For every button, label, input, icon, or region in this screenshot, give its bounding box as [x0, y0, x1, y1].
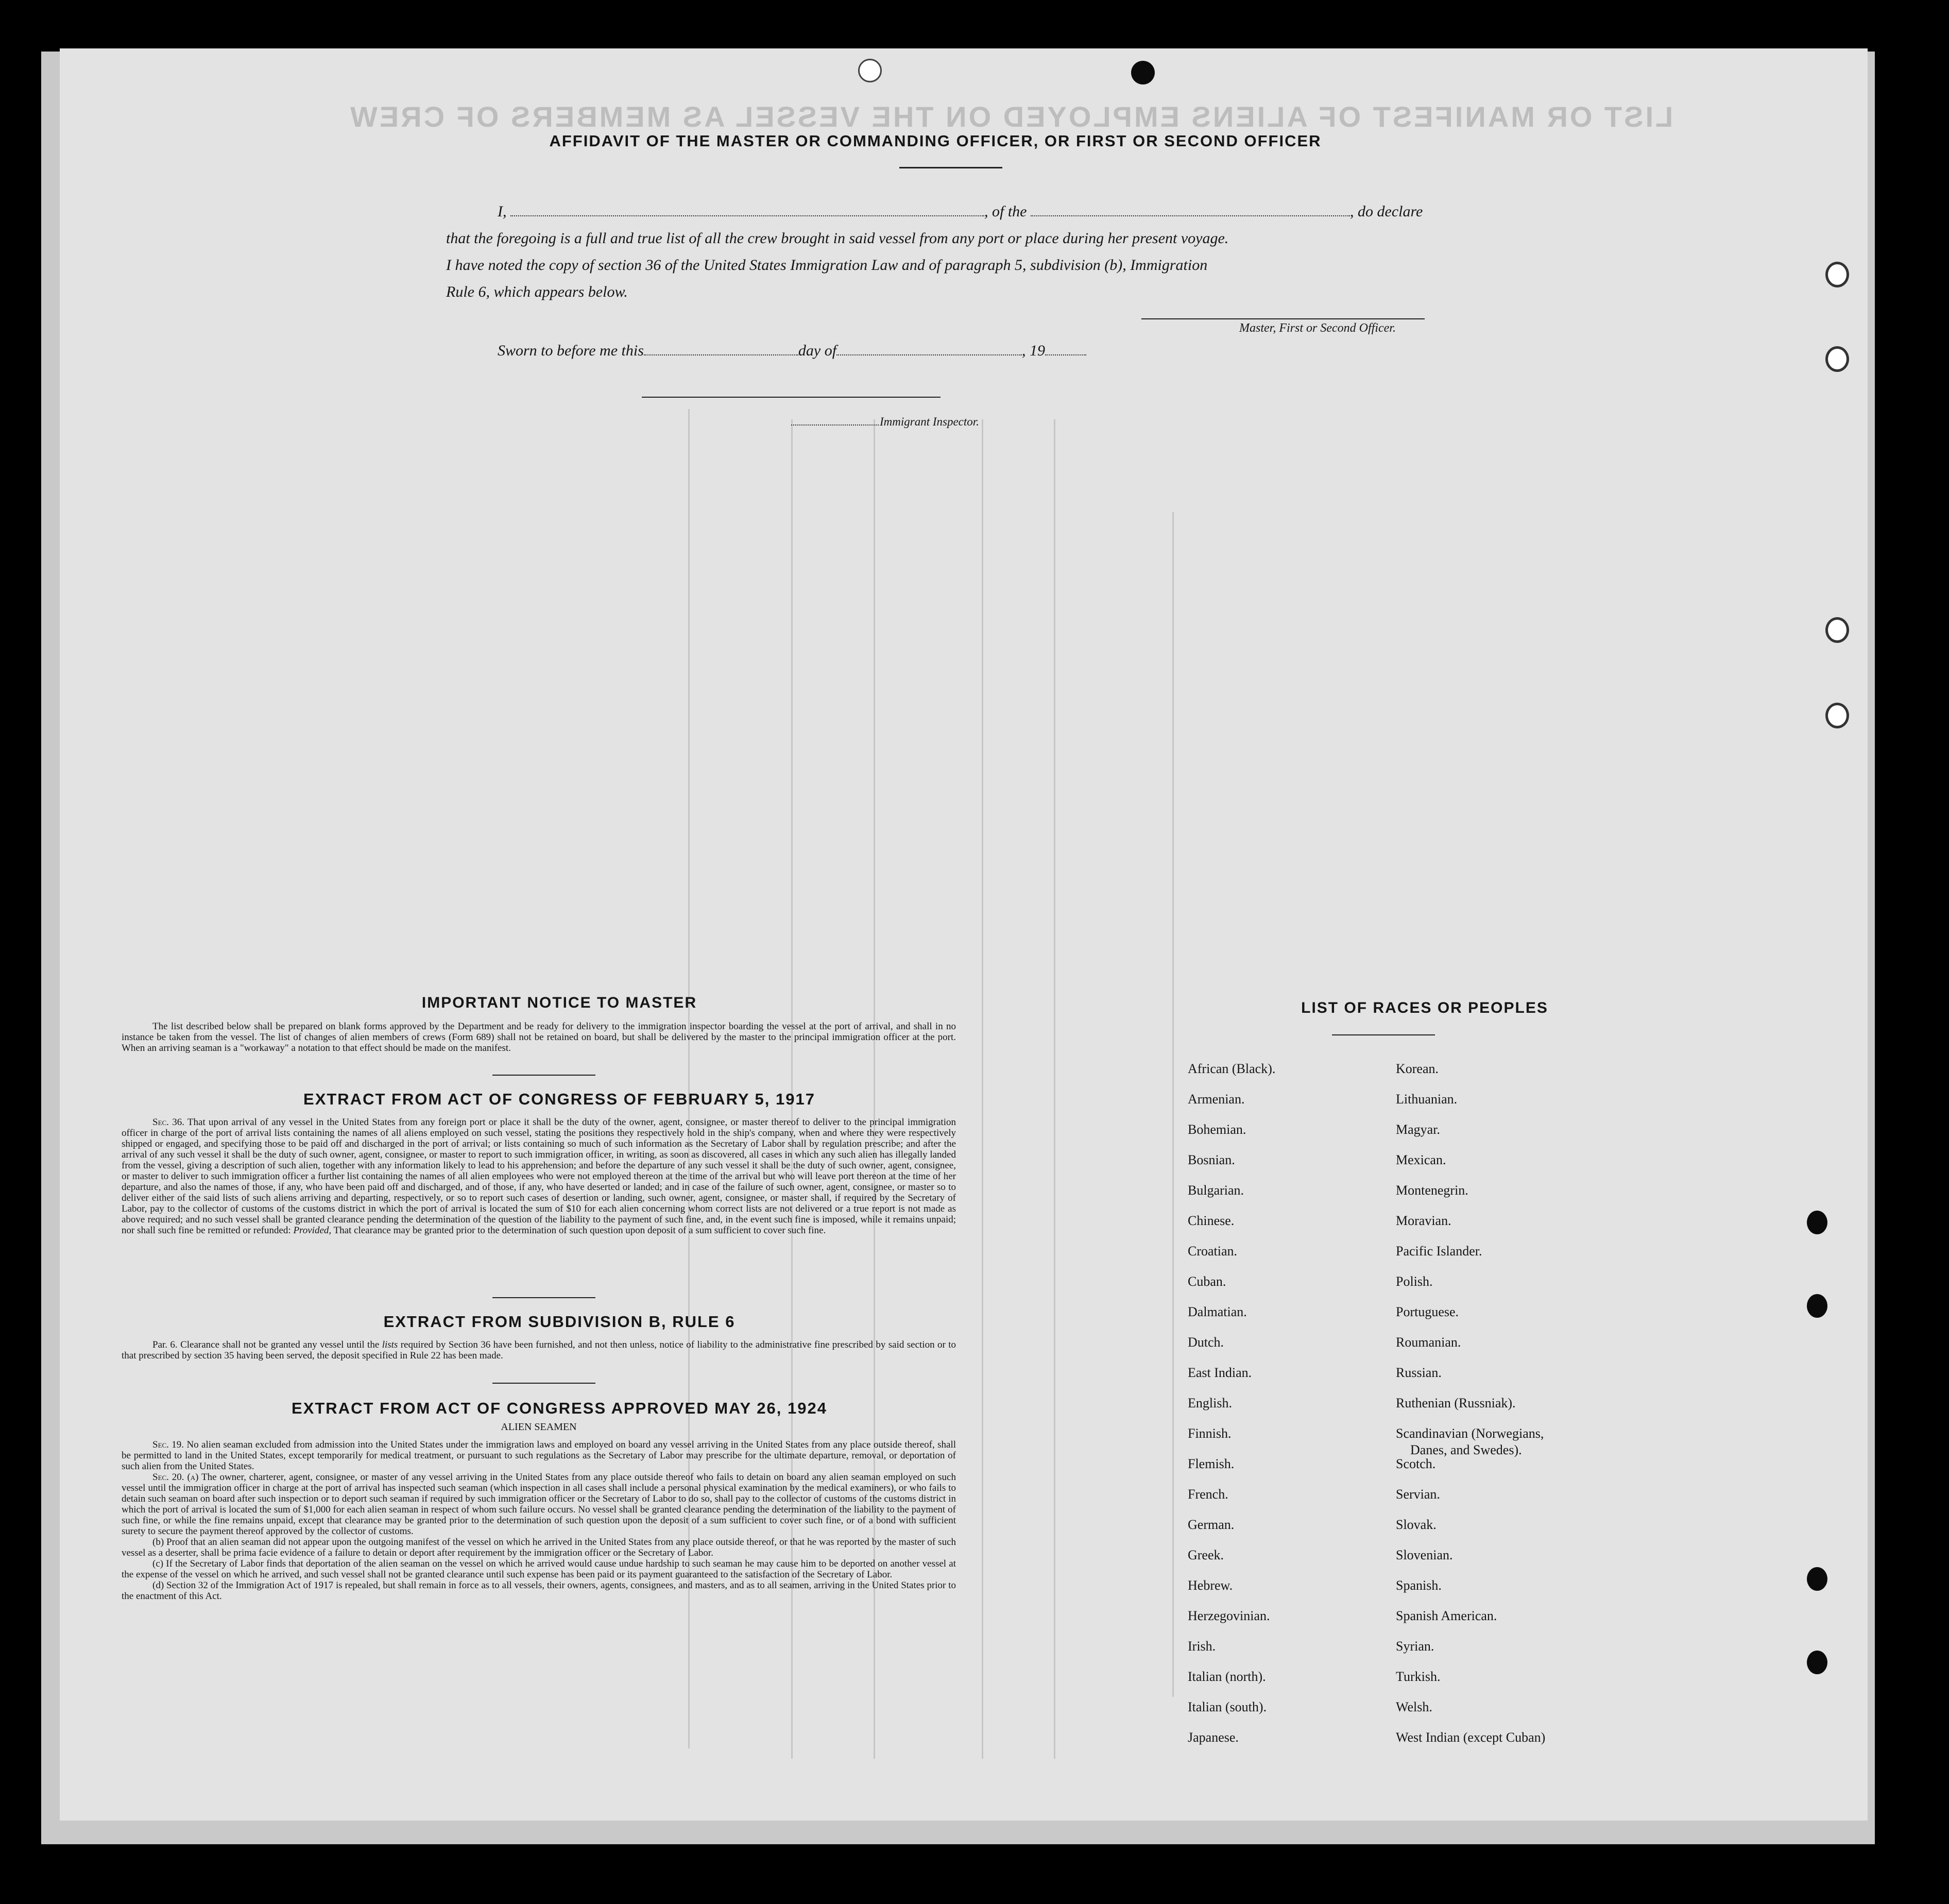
notice-title: IMPORTANT NOTICE TO MASTER	[421, 994, 697, 1011]
races-right-column	[1396, 1061, 1545, 1760]
race-item: Greek.	[1188, 1548, 1224, 1562]
race-item: West Indian (except Cuban)	[1396, 1730, 1546, 1745]
section-rule	[492, 1297, 595, 1298]
year-prefix: , 19	[1022, 342, 1046, 359]
race-item: Danes, and Swedes).	[1410, 1442, 1522, 1457]
binder-hole	[1131, 61, 1155, 84]
extract-1917-title: EXTRACT FROM ACT OF CONGRESS OF FEBRUARY 5, 1917	[303, 1090, 815, 1108]
race-item: Finnish.	[1188, 1426, 1232, 1441]
race-item: Chinese.	[1188, 1213, 1235, 1228]
sec-19-text: No alien seaman excluded from admission into the United States under the immigration laws and employed on board any vessel arriving in the United States from any place outside thereof, shall be permitted to land in the United States, except temporarily for medical treatment, or pursuant to such regulations as the Secretary of Labor may prescribe for the ultimate departure, removal, or deportation of such alien from the United States.	[122, 1439, 956, 1472]
sworn-day-blank[interactable]	[644, 354, 798, 355]
notice-text	[122, 1021, 956, 1053]
binder-ring	[1825, 617, 1849, 643]
race-item: Korean.	[1396, 1061, 1439, 1076]
sworn-label: Sworn to before me this	[498, 342, 644, 359]
sec-20-b-label: (b)	[152, 1537, 164, 1548]
race-item: Cuban.	[1188, 1274, 1226, 1289]
race-item: Japanese.	[1188, 1730, 1239, 1745]
declaration-line-4: Rule 6, which appears below.	[446, 283, 628, 300]
sec-20-c-text: If the Secretary of Labor finds that deportation of the alien seaman on the vessel on which he arrived would cause undue hardship to such seaman he may cause him to be deported on another vessel at the expense of the vessel on which he arrived, and such vessel shall not be granted clearance until such expense has been paid or its payment guaranteed to the satisfaction of the Secretary of Labor.	[122, 1558, 956, 1580]
rule-6-text-a: Clearance shall not be granted any vessel until the	[180, 1339, 380, 1350]
bleed-through-title: LIST OR MANIFEST OF ALIENS EMPLOYED ON THE VESSEL AS MEMBERS OF CREW	[348, 100, 1673, 133]
inspector-caption: Immigrant Inspector.	[880, 415, 979, 428]
races-left-column	[1188, 1061, 1275, 1760]
race-item: Slovak.	[1396, 1517, 1437, 1532]
day-of-label: day of	[798, 342, 837, 359]
race-item: Pacific Islander.	[1396, 1244, 1482, 1259]
sec-19-label: Sec. 19.	[152, 1439, 184, 1450]
proviso-label: Provided,	[293, 1225, 332, 1236]
do-declare-label: , do declare	[1350, 203, 1423, 220]
section-rule	[492, 1075, 595, 1076]
title-rule	[899, 167, 1002, 168]
sec-20-d-text: Section 32 of the Immigration Act of 1917 is repealed, but shall remain in force as to all vessels, their owners, agents, consignees, and masters, and as to all seamen, arriving in the United States prior to the enactment of this Act.	[122, 1580, 956, 1602]
race-item: Flemish.	[1188, 1456, 1235, 1471]
race-item: Lithuanian.	[1396, 1092, 1458, 1107]
binder-hole	[1807, 1567, 1827, 1591]
sec-36-text: That upon arrival of any vessel in the United States from any foreign port or place it shall be the duty of the owner, agent, consignee, or master thereof to deliver to the principal immigration officer in charge of the port of arrival lists containing the names of all aliens employed on such vessel, stating the positions they respectively hold in the ship's company, when and where they were respectively shipped or engaged, and specifying those to be paid off and discharged in the port of arrival; or lists containing so much of such information as the Secretary of Labor shall by regulation prescribe; and after the arrival of any such vessel it shall be the duty of such owner, agent, consignee, or master to report to such immigration officer, in writing, as soon as discovered, all cases in which any such alien has illegally landed from the vessel, giving a description of such alien, together with any information likely to lead to his apprehension; and before the departure of any such vessel it shall be the duty of such owner, agent, consignee, or master to deliver to such immigration officer a further list containing the names of all alien employees who were not employed thereon at the time of the arrival but who will leave port thereon at the time of her departure, and also the names of those, if any, who have been paid off and discharged, and of those, if any, who have deserted or landed; and in case of the failure of such owner, agent, consignee, or master so to deliver either of the said lists of such aliens arriving and departing, respectively, or so to report such cases of desertion or landing, such owner, agent, consignee, or master shall, if required by the Secretary of Labor, pay to the collector of customs of the customs district in which the port of arrival is located the sum of $10 for each alien concerning whom correct lists are not delivered or a true report is not made as above required; and no such vessel shall be granted clearance pending the determination of the question of the liability to the payment of such fine, and, in the event such fine is imposed, while it remains unpaid; nor shall such fine be remitted or refunded:	[122, 1117, 956, 1236]
race-item: Dutch.	[1188, 1335, 1224, 1350]
of-the-label: , of the	[984, 203, 1031, 220]
race-item: Italian (south).	[1188, 1699, 1267, 1714]
sworn-line	[498, 342, 1086, 360]
bleed-through-rule	[982, 419, 983, 1759]
master-caption: Master, First or Second Officer.	[1239, 321, 1396, 335]
bleed-through-rule	[1172, 512, 1174, 1697]
race-item: English.	[1188, 1396, 1232, 1410]
race-item: Herzegovinian.	[1188, 1608, 1270, 1623]
manifest-page	[60, 48, 1868, 1821]
sec-20-b-text: Proof that an alien seaman did not appear upon the outgoing manifest of the vessel on which he arrived in the United States from any place outside thereof, or that he was reported by the master of such vessel as a deserter, shall be prima facie evidence of a failure to detain or deport after requirement by the immigration officer or the Secretary of Labor.	[122, 1537, 956, 1558]
race-item: African (Black).	[1188, 1061, 1276, 1076]
race-item: Irish.	[1188, 1639, 1216, 1654]
race-item: Scandinavian (Norwegians,	[1396, 1426, 1544, 1441]
alien-seamen-subtitle: ALIEN SEAMEN	[501, 1421, 577, 1433]
race-item: French.	[1188, 1487, 1228, 1502]
race-item: Dalmatian.	[1188, 1304, 1247, 1319]
race-item: Spanish American.	[1396, 1608, 1497, 1623]
declaration-line-1	[498, 203, 1423, 220]
races-title-rule	[1332, 1034, 1435, 1035]
race-item: Servian.	[1396, 1487, 1440, 1502]
inspector-dotted-line	[791, 423, 879, 426]
race-item: German.	[1188, 1517, 1235, 1532]
race-item: Ruthenian (Russniak).	[1396, 1396, 1516, 1410]
binder-ring	[1825, 346, 1849, 372]
race-item: Polish.	[1396, 1274, 1433, 1289]
master-signature-line[interactable]	[1141, 318, 1425, 319]
race-item: Armenian.	[1188, 1092, 1245, 1107]
declaration-line-2: that the foregoing is a full and true list of all the crew brought in said vessel from any port or place during her present voyage.	[446, 230, 1229, 247]
race-item: Roumanian.	[1396, 1335, 1461, 1350]
section-rule	[492, 1383, 595, 1384]
inspector-signature-line[interactable]	[642, 397, 941, 398]
race-item: Bulgarian.	[1188, 1183, 1244, 1198]
binder-hole	[1807, 1294, 1827, 1318]
extract-1924-text	[122, 1439, 956, 1602]
sec-20-label: Sec. 20. (a)	[152, 1472, 199, 1483]
race-item: Mexican.	[1396, 1152, 1446, 1167]
sec-36-text-end: That clearance may be granted prior to the determination of such question upon deposit of a sum sufficient to cover such fine.	[333, 1225, 826, 1236]
race-item: Welsh.	[1396, 1699, 1432, 1714]
binder-hole	[858, 59, 882, 82]
race-item: East Indian.	[1188, 1365, 1252, 1380]
sec-20-text: The owner, charterer, agent, consignee, or master of any vessel arriving in the United States from any place outside thereof who fails to detain on board any alien seaman employed on such vessel until the immigration officer in charge at the port of arrival has inspected such seaman (which inspection in all cases shall include a personal physical examination by the medical examiners), or who fails to detain such seaman on board after such inspection or to deport such seaman if required by such immigration officer or the Secretary of Labor to do so, shall pay to the collector of customs of the customs district in which the port of arrival is located the sum of $1,000 for each alien seaman in respect of whom such failure occurs. No vessel shall be granted clearance pending the determination of the liability to the payment of such fine, or while the fine remains unpaid, except that clearance may be granted prior to the determination of such question upon the deposit of a sum sufficient to cover such fine, or of a bond with sufficient surety to secure the payment thereof approved by the collector of customs.	[122, 1472, 956, 1537]
race-item: Slovenian.	[1396, 1548, 1453, 1562]
declarant-prefix: I,	[498, 203, 510, 220]
extract-1924-title: EXTRACT FROM ACT OF CONGRESS APPROVED MAY 26, 1924	[292, 1399, 827, 1417]
race-item: Croatian.	[1188, 1244, 1238, 1259]
vessel-name-blank[interactable]	[1031, 215, 1350, 216]
race-item: Montenegrin.	[1396, 1183, 1468, 1198]
sworn-year-blank[interactable]	[1045, 354, 1086, 355]
par-6-label: Par. 6.	[152, 1339, 178, 1350]
binder-hole	[1807, 1211, 1827, 1234]
binder-ring	[1825, 262, 1849, 287]
race-item: Scotch.	[1396, 1456, 1436, 1471]
rule-6-title: EXTRACT FROM SUBDIVISION B, RULE 6	[383, 1313, 736, 1331]
sec-36-label: Sec. 36.	[152, 1117, 184, 1128]
race-item: Magyar.	[1396, 1122, 1440, 1137]
binder-hole	[1807, 1651, 1827, 1674]
sec-20-d-label: (d)	[152, 1580, 164, 1591]
sworn-month-blank[interactable]	[836, 354, 1022, 355]
race-item: Spanish.	[1396, 1578, 1442, 1593]
race-item: Portuguese.	[1396, 1304, 1459, 1319]
sec-20-c-label: (c)	[152, 1558, 164, 1569]
race-item: Bohemian.	[1188, 1122, 1246, 1137]
affidavit-title: AFFIDAVIT OF THE MASTER OR COMMANDING OFFICER, OR FIRST OR SECOND OFFICER	[549, 132, 1322, 150]
race-item: Turkish.	[1396, 1669, 1441, 1684]
race-item: Hebrew.	[1188, 1578, 1233, 1593]
races-title: LIST OF RACES OR PEOPLES	[1301, 999, 1548, 1016]
binder-ring	[1825, 703, 1849, 728]
declaration-line-3: I have noted the copy of section 36 of the United States Immigration Law and of paragraph 5, subdivision (b), Immigration	[446, 257, 1208, 274]
race-item: Syrian.	[1396, 1639, 1434, 1654]
notice-paragraph: The list described below shall be prepared on blank forms approved by the Department and be ready for delivery to the immigration inspector boarding the vessel at the port of arrival, and shall in no instance be taken from the vessel. The list of changes of alien members of crews (Form 689) shall not be retained on board, but shall be delivered by the master to the principal immigration officer at the port. When an arriving seaman is a "workaway" a notation to that effect should be made on the manifest.	[122, 1021, 956, 1053]
race-item: Moravian.	[1396, 1213, 1451, 1228]
race-item: Russian.	[1396, 1365, 1442, 1380]
extract-1917-text	[122, 1117, 956, 1236]
race-item: Italian (north).	[1188, 1669, 1266, 1684]
bleed-through-rule	[1054, 419, 1055, 1759]
race-item: Bosnian.	[1188, 1152, 1235, 1167]
lists-word: lists	[382, 1339, 398, 1350]
rule-6-text-b: required by Section 36 have been furnished, and not then unless, notice of liability to the administrative fine prescribed by said section or to that prescribed by section 35 having been served, the deposit specified in Rule 22 has been made.	[122, 1339, 956, 1361]
declarant-name-blank[interactable]	[510, 215, 984, 216]
rule-6-text	[122, 1339, 956, 1361]
